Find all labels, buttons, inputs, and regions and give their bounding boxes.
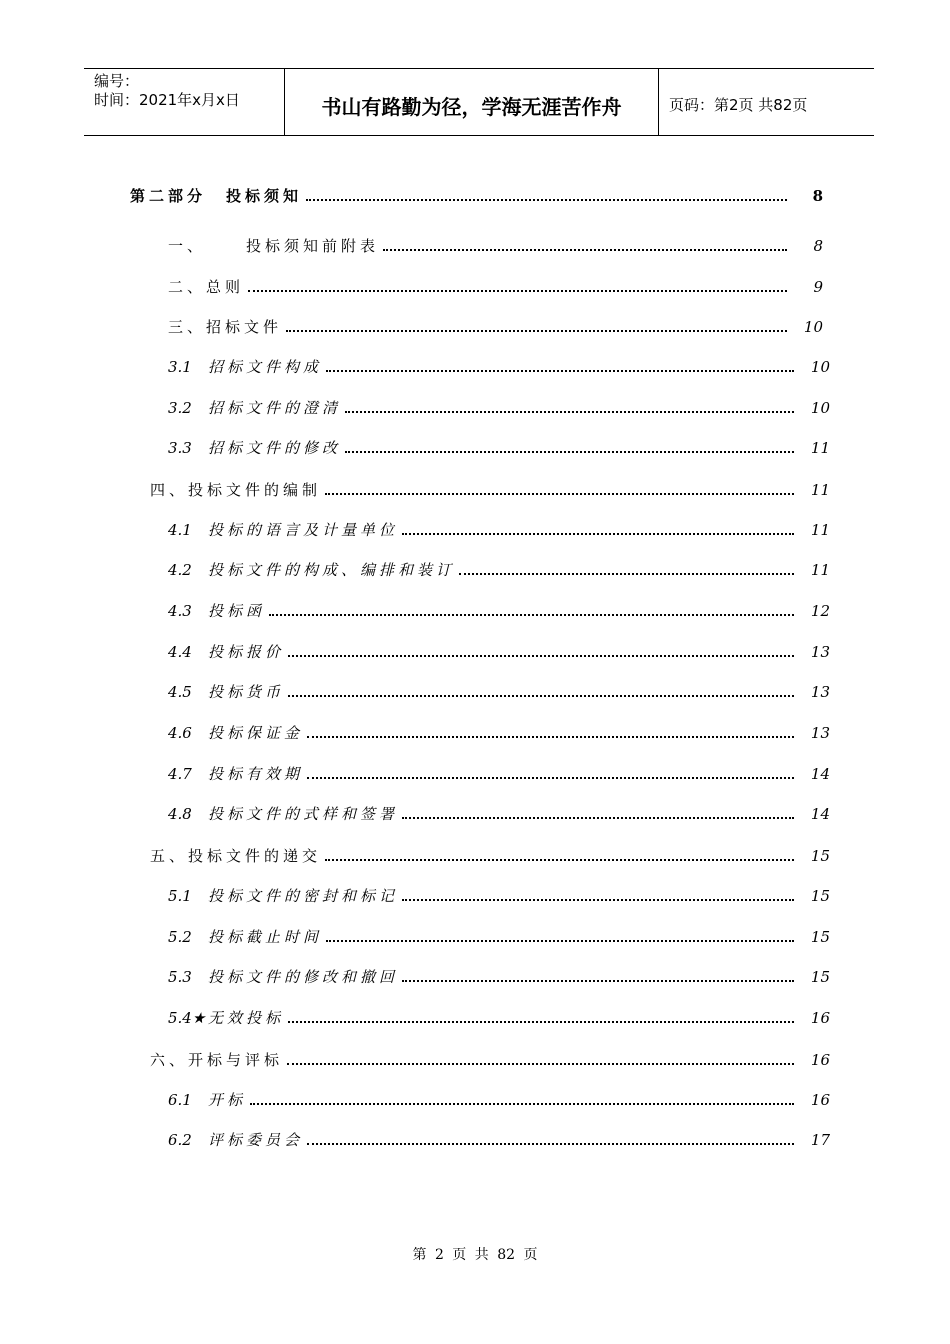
page-header <box>84 68 874 136</box>
toc-entry-page: 17 <box>810 1131 830 1149</box>
toc-dot-leader <box>402 980 794 982</box>
toc-dot-leader <box>286 330 787 332</box>
toc-dot-leader <box>307 736 794 738</box>
toc-entry-page: 10 <box>810 358 830 376</box>
header-left-cell <box>84 69 285 135</box>
toc-entry-number: 第二部分 <box>130 187 207 205</box>
toc-entry-number: 4.2 <box>168 561 192 579</box>
toc-entry-number: 四、 <box>150 481 189 499</box>
toc-entry-title: 投标文件的修改和撤回 <box>208 968 399 986</box>
toc-entry-number: 4.3 <box>168 602 192 620</box>
toc-entry-title: 开标 <box>208 1091 247 1109</box>
toc-entry[interactable] <box>130 185 823 207</box>
toc-entry-page: 16 <box>810 1051 830 1069</box>
toc-entry-title: 投标函 <box>208 602 266 620</box>
toc-entry-number: 二、 <box>168 278 207 296</box>
toc-entry-title: 开标与评标 <box>188 1051 284 1069</box>
header-time: 时间：2021年x月x日 <box>94 91 240 109</box>
toc-entry[interactable] <box>168 600 830 622</box>
toc-entry-number: 3.1 <box>168 358 192 376</box>
toc-entry-page: 15 <box>810 928 830 946</box>
toc-entry-number: 六、 <box>150 1051 189 1069</box>
toc-entry[interactable] <box>168 519 830 541</box>
toc-entry[interactable] <box>168 681 830 703</box>
toc-entry-title: 投标须知前附表 <box>246 237 380 255</box>
toc-entry[interactable] <box>168 559 830 581</box>
toc-dot-leader <box>402 899 794 901</box>
toc-dot-leader <box>459 573 794 575</box>
toc-entry-number: 5.1 <box>168 887 192 905</box>
toc-entry[interactable] <box>168 1089 830 1111</box>
toc-entry-number: 4.8 <box>168 805 192 823</box>
toc-entry-number: 3.3 <box>168 439 192 457</box>
toc-dot-leader <box>325 859 794 861</box>
toc-entry[interactable] <box>150 479 830 501</box>
header-page-number: 页码：第2页 共82页 <box>669 95 808 114</box>
toc-entry-page: 16 <box>810 1091 830 1109</box>
toc-entry[interactable] <box>168 763 830 785</box>
toc-entry-title: 招标文件的澄清 <box>208 399 342 417</box>
toc-entry-title: 无效投标 <box>208 1009 285 1027</box>
toc-dot-leader <box>248 290 787 292</box>
toc-entry-title: 招标文件构成 <box>208 358 323 376</box>
toc-entry-title: 投标保证金 <box>208 724 304 742</box>
toc-entry-page: 14 <box>810 765 830 783</box>
toc-dot-leader <box>307 1143 794 1145</box>
toc-entry-title: 投标须知 <box>226 187 303 205</box>
toc-dot-leader <box>288 655 794 657</box>
toc-entry-title: 投标货币 <box>208 683 285 701</box>
toc-entry-number: 一、 <box>168 237 207 255</box>
toc-dot-leader <box>288 1021 794 1023</box>
toc-entry[interactable] <box>168 641 830 663</box>
toc-dot-leader <box>402 817 794 819</box>
toc-entry[interactable] <box>168 722 830 744</box>
toc-dot-leader <box>383 249 787 251</box>
toc-entry-number: 5.4★ <box>168 1009 206 1027</box>
toc-entry-number: 5.2 <box>168 928 192 946</box>
toc-entry-number: 4.6 <box>168 724 192 742</box>
toc-dot-leader <box>287 1063 794 1065</box>
toc-entry[interactable] <box>168 1129 830 1151</box>
toc-dot-leader <box>306 199 787 201</box>
toc-dot-leader <box>402 533 794 535</box>
toc-entry-page: 8 <box>813 237 823 255</box>
toc-entry-number: 3.2 <box>168 399 192 417</box>
toc-dot-leader <box>325 493 794 495</box>
toc-entry-page: 10 <box>803 318 823 336</box>
toc-entry-number: 4.5 <box>168 683 192 701</box>
toc-dot-leader <box>288 695 794 697</box>
toc-entry[interactable] <box>168 276 823 298</box>
toc-entry-page: 13 <box>810 724 830 742</box>
toc-entry[interactable] <box>168 316 823 338</box>
toc-entry-title: 总则 <box>206 278 245 296</box>
toc-entry-title: 投标的语言及计量单位 <box>208 521 399 539</box>
toc-entry-number: 4.1 <box>168 521 192 539</box>
toc-entry-title: 招标文件的修改 <box>208 439 342 457</box>
toc-entry-page: 9 <box>813 278 823 296</box>
toc-dot-leader <box>326 940 794 942</box>
toc-entry-page: 15 <box>810 968 830 986</box>
toc-entry[interactable] <box>168 356 830 378</box>
toc-entry-title: 投标文件的构成、编排和装订 <box>208 561 456 579</box>
toc-entry-number: 三、 <box>168 318 207 336</box>
toc-entry-title: 投标文件的编制 <box>188 481 322 499</box>
toc-entry-title: 投标文件的式样和签署 <box>208 805 399 823</box>
toc-entry-number: 五、 <box>150 847 189 865</box>
toc-entry-number: 6.2 <box>168 1131 192 1149</box>
toc-entry-title: 投标文件的密封和标记 <box>208 887 399 905</box>
page-footer: 第 2 页 共 82 页 <box>412 1247 538 1263</box>
toc-entry-number: 4.4 <box>168 643 192 661</box>
toc-entry[interactable] <box>168 885 830 907</box>
toc-entry-number: 5.3 <box>168 968 192 986</box>
toc-entry[interactable] <box>168 1007 830 1029</box>
toc-dot-leader <box>345 411 794 413</box>
toc-entry-page: 11 <box>810 439 830 457</box>
toc-entry[interactable] <box>168 235 823 257</box>
toc-entry-title: 招标文件 <box>206 318 283 336</box>
toc-entry-page: 15 <box>810 847 830 865</box>
toc-entry-number: 4.7 <box>168 765 192 783</box>
toc-entry[interactable] <box>150 845 830 867</box>
toc-entry-page: 11 <box>810 521 830 539</box>
toc-entry-title: 投标有效期 <box>208 765 304 783</box>
header-motto: 书山有路勤为径，学海无涯苦作舟 <box>285 69 659 135</box>
toc-dot-leader <box>345 451 794 453</box>
toc-entry-page: 10 <box>810 399 830 417</box>
toc-entry-page: 16 <box>810 1009 830 1027</box>
toc-entry-title: 投标截止时间 <box>208 928 323 946</box>
toc-entry[interactable] <box>168 803 830 825</box>
toc-dot-leader <box>307 777 794 779</box>
toc-entry[interactable] <box>168 437 830 459</box>
toc-entry[interactable] <box>150 1049 830 1071</box>
toc-dot-leader <box>250 1103 794 1105</box>
toc-entry-page: 13 <box>810 643 830 661</box>
toc-entry-page: 12 <box>810 602 830 620</box>
toc-entry[interactable] <box>168 926 830 948</box>
toc-entry-page: 11 <box>810 561 830 579</box>
header-number-label: 编号： <box>94 72 140 90</box>
toc-entry-title: 投标报价 <box>208 643 285 661</box>
toc-entry-page: 8 <box>812 187 823 205</box>
toc-entry-number: 6.1 <box>168 1091 192 1109</box>
toc-entry[interactable] <box>168 966 830 988</box>
toc-entry-page: 11 <box>810 481 830 499</box>
toc-entry-title: 投标文件的递交 <box>188 847 322 865</box>
toc-entry-page: 13 <box>810 683 830 701</box>
toc-entry[interactable] <box>168 397 830 419</box>
toc-dot-leader <box>269 614 794 616</box>
toc-entry-page: 15 <box>810 887 830 905</box>
toc-dot-leader <box>326 370 794 372</box>
toc-entry-title: 评标委员会 <box>208 1131 304 1149</box>
toc-entry-page: 14 <box>810 805 830 823</box>
